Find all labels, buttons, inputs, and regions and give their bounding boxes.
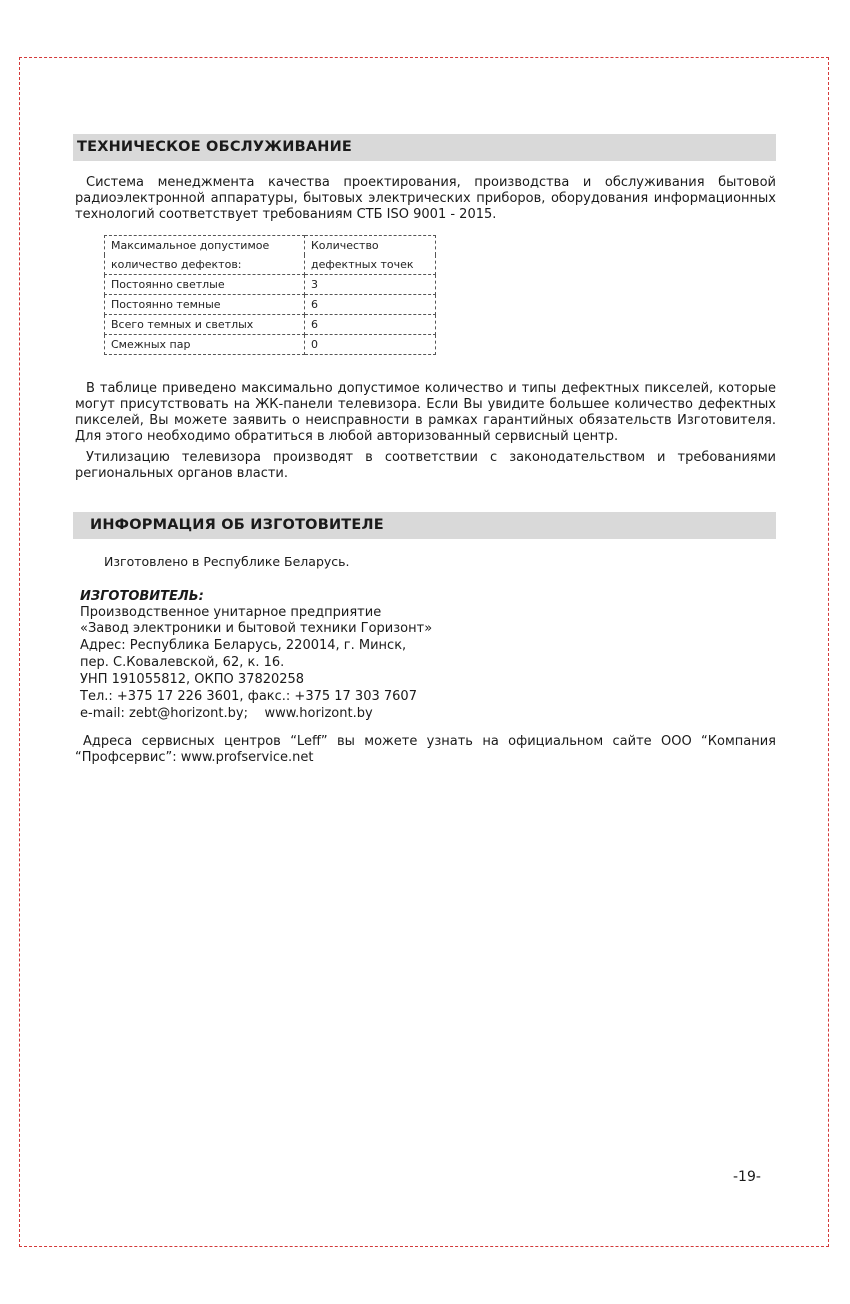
manufacturer-line: Производственное унитарное предприятие <box>80 605 382 620</box>
section-header-manufacturer-info: ИНФОРМАЦИЯ ОБ ИЗГОТОВИТЕЛЕ <box>73 512 776 539</box>
row-label: Смежных пар <box>105 335 305 355</box>
service-centers-paragraph: Адреса сервисных центров “Leff” вы можете узнать на официальном сайте ООО “Компания “Профсервис”: www.profservice.net <box>75 734 776 765</box>
made-in-text: Изготовлено в Республике Беларусь. <box>104 554 350 569</box>
header-col1-line1: Максимальное допустимое <box>105 236 305 256</box>
table-row <box>105 275 436 295</box>
table-row <box>105 315 436 335</box>
header-col1-line2: количество дефектов: <box>105 255 305 275</box>
row-value: 3 <box>305 275 436 295</box>
table-row <box>105 335 436 355</box>
manufacturer-contacts: e-mail: zebt@horizont.by; www.horizont.by <box>80 706 373 721</box>
row-value: 6 <box>305 315 436 335</box>
header-col2-line2: дефектных точек <box>305 255 436 275</box>
page-number: -19- <box>733 1169 761 1185</box>
header-col2-line1: Количество <box>305 236 436 256</box>
row-label: Постоянно темные <box>105 295 305 315</box>
row-value: 0 <box>305 335 436 355</box>
quality-system-paragraph: Система менеджмента качества проектирования, производства и обслуживания бытовой радиоэлектронной аппаратуры, бытовых электрических приборов, оборудования информационных технологий соответствует требованиям СТБ ISO 9001 - 2015. <box>75 175 776 222</box>
table-header-row <box>105 255 436 275</box>
table-row <box>105 295 436 315</box>
section-header-maintenance: ТЕХНИЧЕСКОЕ ОБСЛУЖИВАНИЕ <box>73 134 776 161</box>
row-value: 6 <box>305 295 436 315</box>
defective-pixels-paragraph: В таблице приведено максимально допустимое количество и типы дефектных пикселей, которые могут присутствовать на ЖК-панели телевизора. Если Вы увидите большее количество дефектных пикселей, Вы можете заявить о неисправности в рамках гарантийных обязательств Изготовителя. Для этого необходимо обратиться в любой авторизованный сервисный центр. <box>75 381 776 444</box>
row-label: Всего темных и светлых <box>105 315 305 335</box>
manufacturer-address: пер. С.Ковалевской, 62, к. 16. <box>80 655 285 670</box>
manufacturer-address: Адрес: Республика Беларусь, 220014, г. Минск, <box>80 638 407 653</box>
defects-table <box>104 235 436 355</box>
row-label: Постоянно светлые <box>105 275 305 295</box>
manufacturer-phone: Тел.: +375 17 226 3601, факс.: +375 17 303 7607 <box>80 689 417 704</box>
table-header-row <box>105 236 436 256</box>
manufacturer-line: «Завод электроники и бытовой техники Горизонт» <box>80 621 433 636</box>
manufacturer-label: ИЗГОТОВИТЕЛЬ: <box>80 589 204 604</box>
manufacturer-ids: УНП 191055812, ОКПО 37820258 <box>80 672 305 687</box>
disposal-paragraph: Утилизацию телевизора производят в соответствии с законодательством и требованиями региональных органов власти. <box>75 450 776 481</box>
